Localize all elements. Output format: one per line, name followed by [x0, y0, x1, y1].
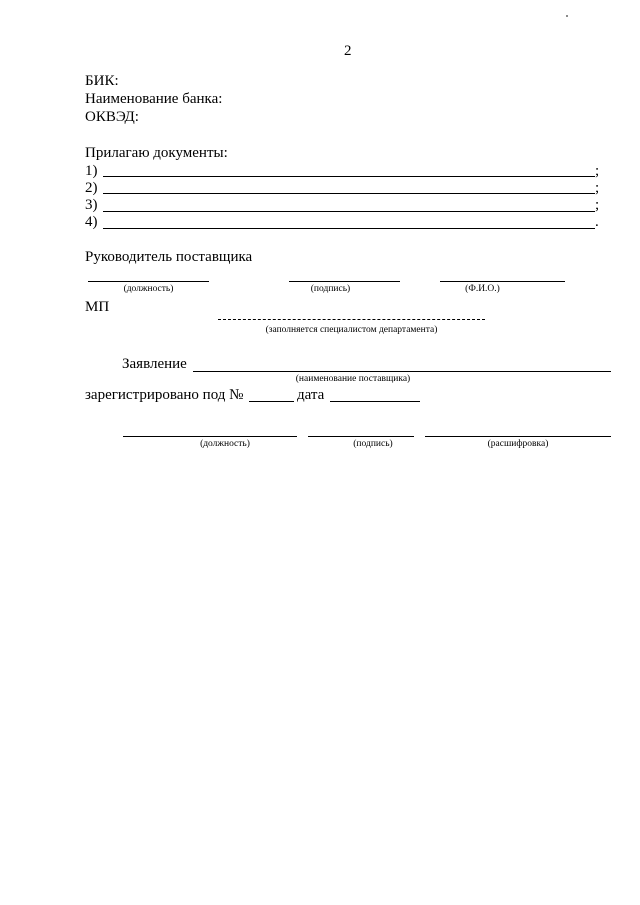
bik-label: БИК: — [85, 73, 119, 89]
bottom-signature-caption: (подпись) — [353, 439, 393, 449]
fio-caption: (Ф.И.О.) — [465, 284, 500, 294]
document-item-number: 1) — [85, 163, 98, 179]
supplier-name-caption: (наименование поставщика) — [295, 374, 411, 384]
document-line — [103, 176, 595, 177]
document-item-number: 3) — [85, 197, 98, 213]
department-separator — [218, 319, 485, 320]
bottom-position-line — [123, 436, 297, 437]
document-line — [103, 211, 595, 212]
signature-line — [289, 281, 400, 282]
position-line — [88, 281, 209, 282]
document-item-number: 2) — [85, 180, 98, 196]
document-item-end: ; — [595, 180, 600, 196]
date-line — [330, 401, 420, 402]
document-item-end: . — [595, 214, 599, 230]
bottom-signature-line — [308, 436, 414, 437]
document-line — [103, 193, 595, 194]
document-item-number: 4) — [85, 214, 98, 230]
documents-heading: Прилагаю документы: — [85, 145, 228, 161]
position-caption: (должность) — [123, 284, 174, 294]
okved-label: ОКВЭД: — [85, 109, 139, 125]
bottom-decoding-caption: (расшифровка) — [487, 439, 549, 449]
department-note: (заполняется специалистом департамента) — [265, 325, 438, 335]
signature-caption: (подпись) — [310, 284, 351, 294]
registered-label: зарегистрировано под № — [85, 387, 244, 403]
bank-name-label: Наименование банка: — [85, 91, 223, 107]
fio-line — [440, 281, 565, 282]
document-item-end: ; — [595, 163, 600, 179]
bottom-position-caption: (должность) — [200, 439, 250, 449]
application-label: Заявление — [122, 356, 187, 372]
scan-speck — [566, 15, 568, 17]
document-item-end: ; — [595, 197, 600, 213]
document-line — [103, 228, 595, 229]
registration-number-line — [249, 401, 294, 402]
bottom-decoding-line — [425, 436, 611, 437]
supplier-head-title: Руководитель поставщика — [85, 249, 253, 265]
stamp-label: МП — [85, 299, 110, 315]
supplier-name-line — [193, 371, 611, 372]
date-label: дата — [297, 387, 325, 403]
page-number: 2 — [344, 43, 352, 59]
